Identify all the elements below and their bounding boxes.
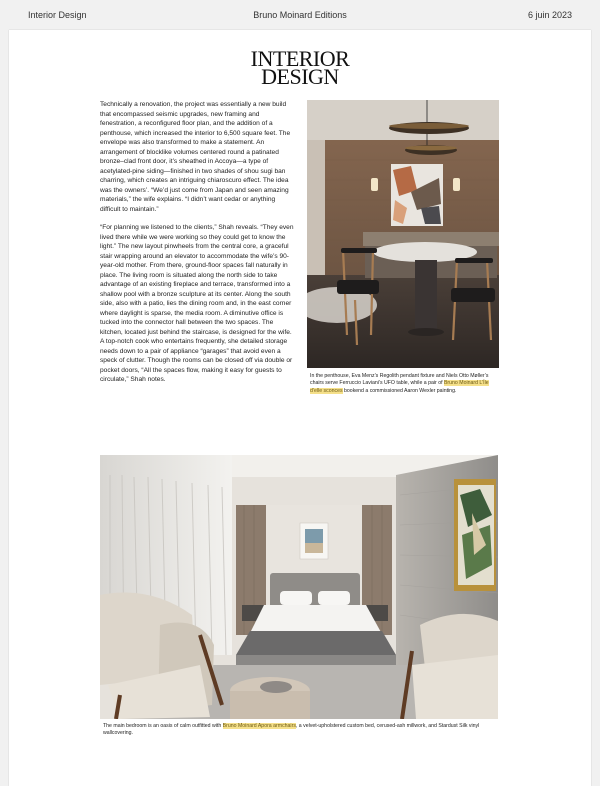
dining-room-photo [307,100,499,368]
source-name: Bruno Moinard Editions [253,10,347,20]
bedroom-photo [100,455,498,719]
caption-text-end: bookend a commissioned Aaron Wexler painting. [342,387,457,394]
article-page [9,30,591,786]
article-paragraph-1: Technically a renovation, the project was essentially a new build that encompassed seismic upgrades, new framing and fenestration, a reconfigured floor plan, and the addition of a penthouse, which increased the interior to 6,500 square feet. The envelope was also transformed to make a statement. An arrangement of blocklike volumes centered round a patinated bronze–clad front door, it’s sheathed in Accoya—a type of acetylated-pine siding—finished in two shades of shou sugi ban charring, which creates an intriguing chiaroscuro effect. The idea was the owners’. “We’d just come from Japan and seen amazing materials,” the wife explains. “I didn’t want cedar or anything difficult to maintain.” [100,101,291,213]
article-paragraph-2: “For planning we listened to the clients,” Shah reveals. “They even lived there while we were working so they could get to know the light.” The new layout pinwheels from the central core, a graceful stair wrapping around an elevator to accommodate the wife’s 90-year-old mother. From there, ground-floor spaces fall naturally in place. The living room is situated along the north side to take advantage of an existing fireplace and terrace, transformed into a shallow pool with a bronze sculpture at its center. Along the south side, also with a patio, lies the dining room and, in the east corner where daylight is sparse, the media room. A diminutive office is tucked into the connector hall between the two spaces. The kitchen, located just behind the staircase, is designed for the wife. A top-notch cook who entertains frequently, she detailed storage needs down to a pair of appliance “garages” that avoid even a speck of clutter. Though the rooms can be closed off via double or pocket doors, “All the spaces flow, making it easy for guests to circulate,” Shah notes. [100,224,294,383]
masthead-line-1: INTERIOR [250,46,350,71]
publication-name: Interior Design [28,10,87,20]
article-body [100,100,296,394]
publication-date: 6 juin 2023 [527,10,572,20]
product-link-sconces[interactable]: Bruno Moinard L’Île d’elle sconces [310,380,489,394]
top-bar [0,0,600,30]
masthead-line-2: DESIGN [261,64,339,89]
dining-room-caption [310,373,498,395]
caption-text: The main bedroom is an oasis of calm outfitted with [103,723,223,729]
bedroom-caption [103,723,497,738]
magazine-masthead [9,46,591,89]
caption-text-end: , a velvet-upholstered custom bed, cerused-ash millwork, and Stardust Silk vinyl wallcovering. [103,723,480,737]
caption-text: In the penthouse, Eva Menz’s Regolith pendant fixture and Niels Otto Møller’s chairs serve Ferruccio Laviani’s UFO table, while a pair of [310,373,489,387]
product-link-armchairs[interactable]: Bruno Moinard Apora armchairs [222,723,296,729]
